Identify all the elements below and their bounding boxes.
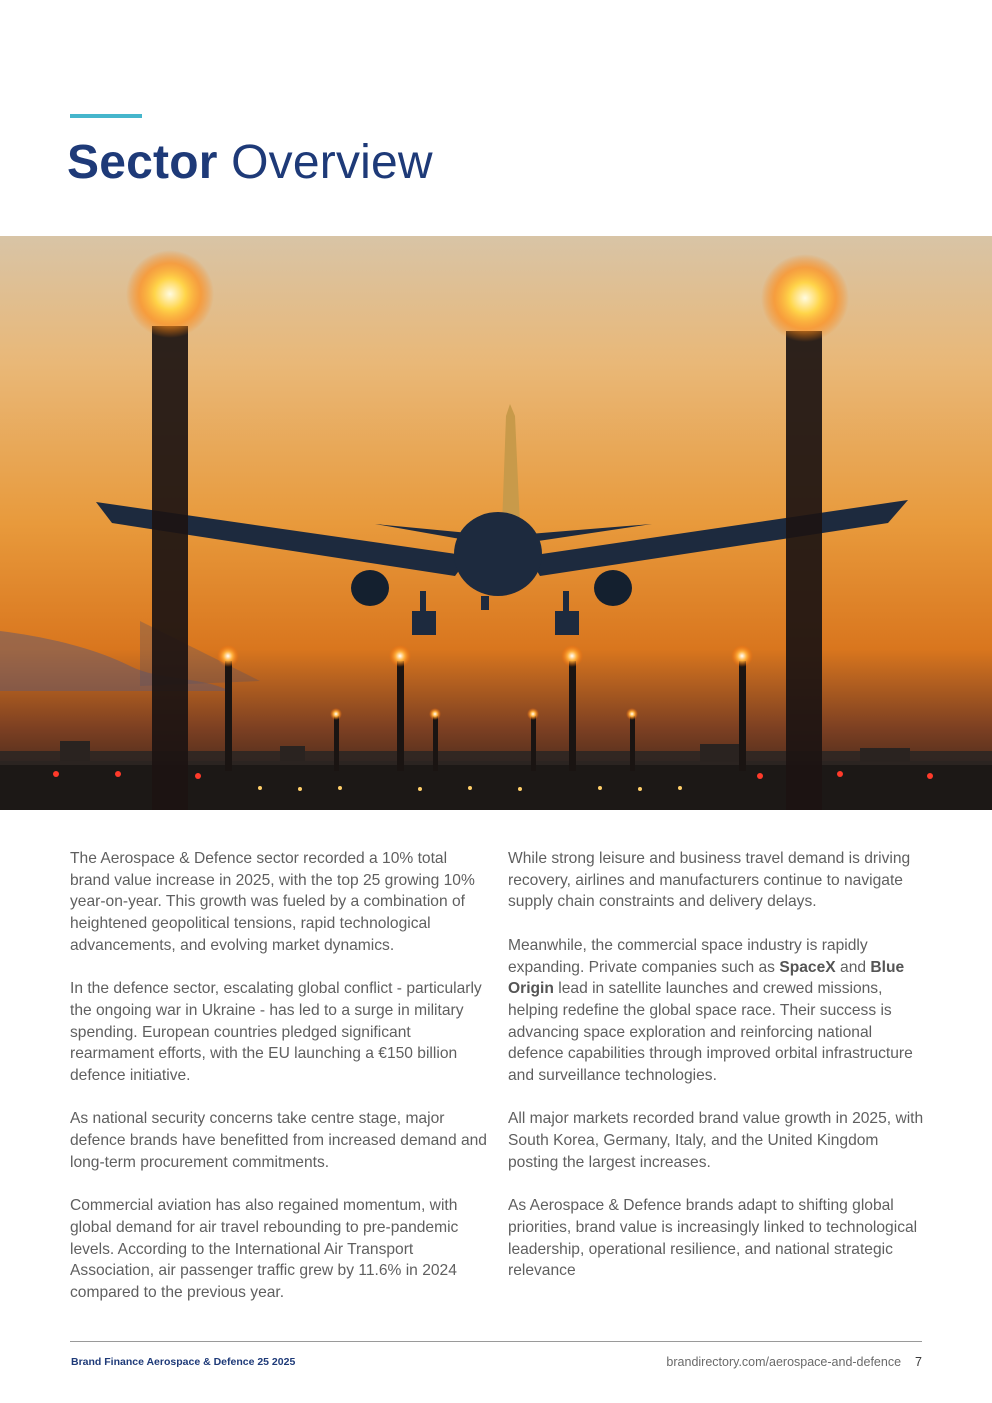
- footer-divider: [70, 1341, 922, 1342]
- page-title-rest: Overview: [217, 136, 433, 189]
- page-title-bold: Sector: [67, 136, 218, 189]
- left-text-column: [70, 848, 490, 1325]
- text-span: Meanwhile, the commercial space industry is rapidly expanding. Private companies such as: [508, 936, 868, 976]
- paragraph: While strong leisure and business travel demand is driving recovery, airlines and manufacturers continue to navigate supply chain constraints and delivery delays.: [508, 850, 911, 911]
- paragraph: [508, 935, 928, 1087]
- spacex-highlight: SpaceX: [779, 958, 836, 976]
- paragraph: The Aerospace & Defence sector recorded a 10% total brand value increase in 2025, with the top 25 growing 10% year-on-year. This growth was fueled by a combination of heightened geopolitical tensions, rapid technological advancements, and evolving market dynamics.: [70, 850, 475, 954]
- footer-publication-title: Brand Finance Aerospace & Defence 25 2025: [71, 1356, 296, 1368]
- text-span: and: [835, 958, 871, 976]
- paragraph: Commercial aviation has also regained momentum, with global demand for air travel rebounding to pre-pandemic levels. According to the International Air Transport Association, air passenger traffic grew by 11.6% in 2024 compared to the previous year.: [70, 1197, 459, 1302]
- page-number: 7: [915, 1355, 922, 1369]
- footer-meta: [666, 1355, 922, 1369]
- right-text-column: [508, 848, 928, 1304]
- page-title: [67, 134, 433, 192]
- blue-origin-highlight: Blue Origin: [508, 958, 905, 998]
- airplane-landing-sunset-image: [0, 236, 992, 810]
- footer-url-link[interactable]: brandirectory.com/aerospace-and-defence: [666, 1355, 902, 1369]
- title-accent-rule: [70, 114, 142, 118]
- paragraph: As Aerospace & Defence brands adapt to shifting global priorities, brand value is increasingly linked to technological leadership, operational resilience, and national strategic relevance: [508, 1197, 918, 1280]
- paragraph: As national security concerns take centre stage, major defence brands have benefitted from increased demand and long-term procurement commitments.: [70, 1110, 487, 1171]
- paragraph: All major markets recorded brand value growth in 2025, with South Korea, Germany, Italy, and the United Kingdom posting the largest increases.: [508, 1110, 924, 1171]
- paragraph: In the defence sector, escalating global conflict - particularly the ongoing war in Ukraine - has led to a surge in military spending. European countries pledged significant rearmament efforts, with the EU launching a €150 billion defence initiative.: [70, 980, 482, 1085]
- text-span: lead in satellite launches and crewed missions, helping redefine the global space race. Their success is advancing space exploration and reinforcing national defence capabilities through improved orbital infrastructure and surveillance technologies.: [508, 980, 913, 1085]
